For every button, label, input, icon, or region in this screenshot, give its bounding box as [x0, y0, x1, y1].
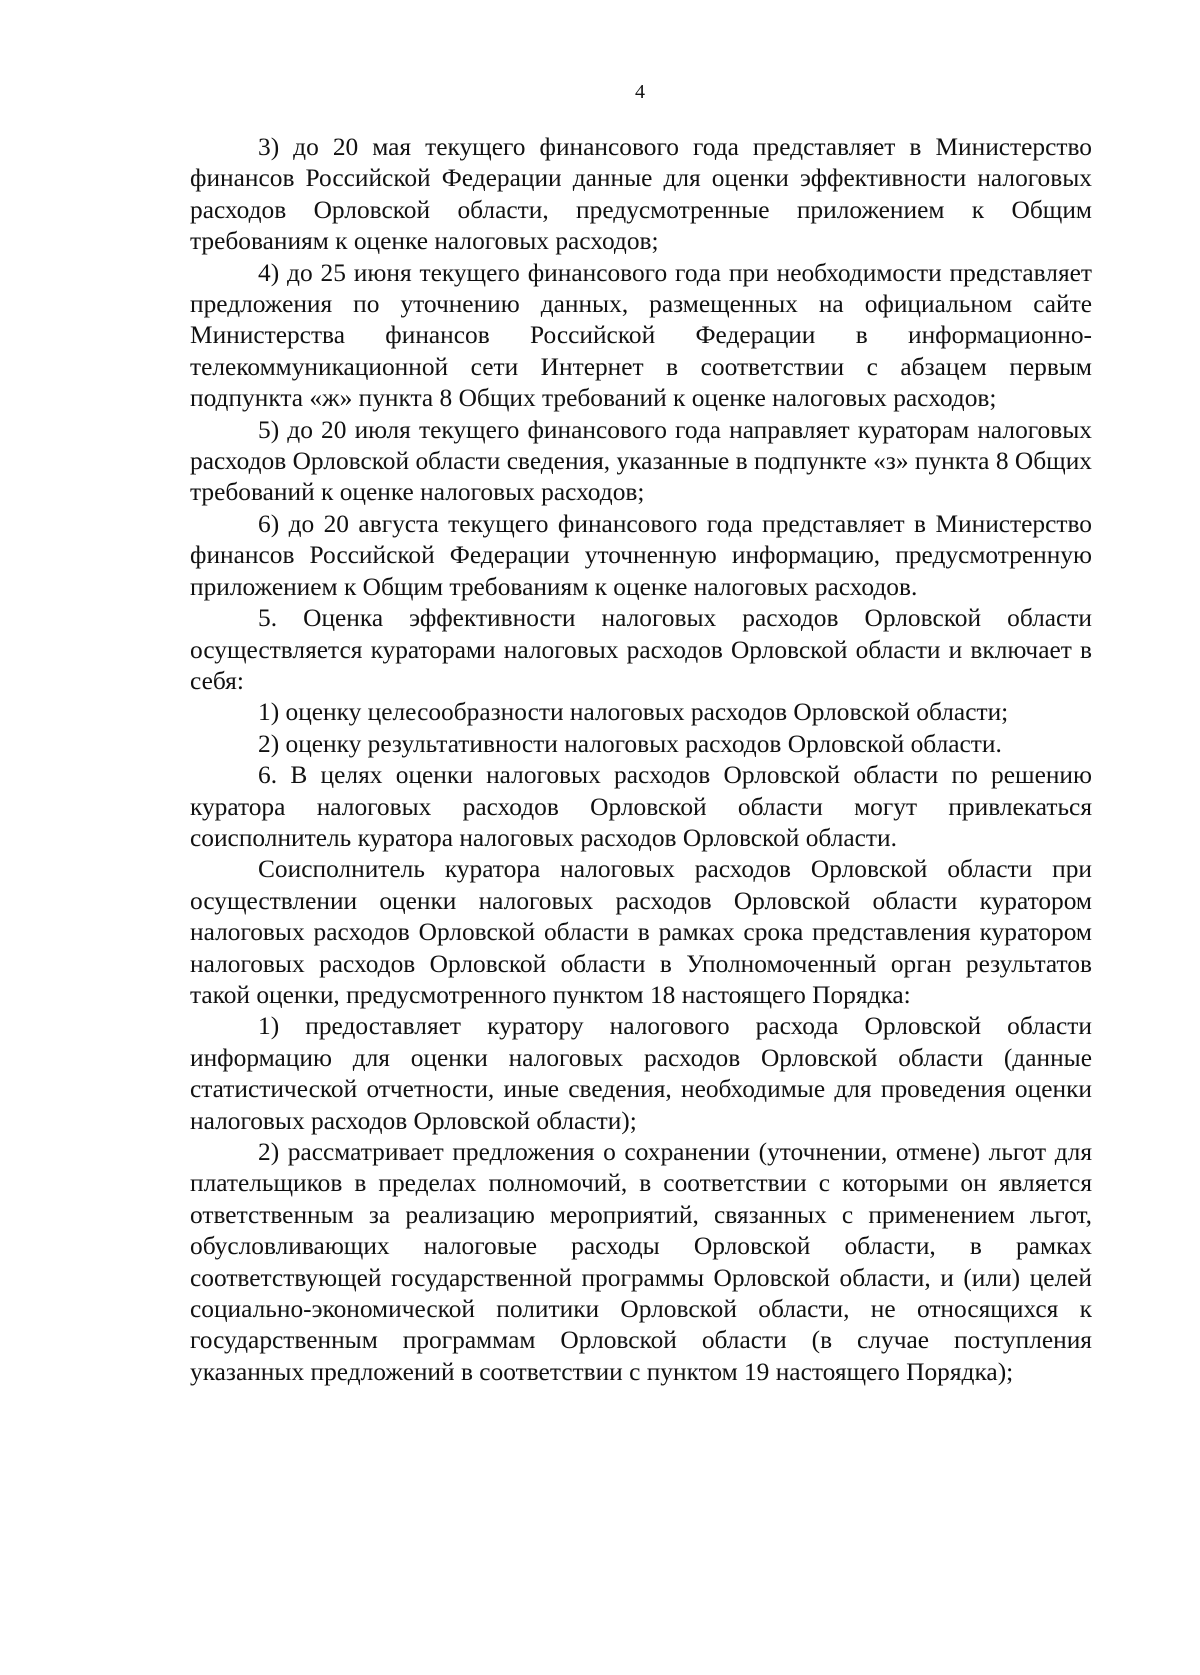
paragraph-item-4-june-25: 4) до 25 июня текущего финансового года при необходимости представляет предложения по уточнению данных, размещенных на официальном сайте Министерства финансов Российской Федерации в информационно-телекоммуникационной сети Интернет в соответствии с абзацем первым подпункта «ж» пункта 8 Общих требований к оценке налоговых расходов;	[190, 258, 1092, 413]
paragraph-section-5-item-2: 2) оценку результативности налоговых расходов Орловской области.	[258, 729, 1002, 758]
paragraph-item-6-august-20: 6) до 20 августа текущего финансового года представляет в Министерство финансов Российской Федерации уточненную информацию, предусмотренную приложением к Общим требованиям к оценке налоговых расходов.	[190, 509, 1092, 601]
paragraph-co-executor-item-2: 2) рассматривает предложения о сохранении (уточнении, отмене) льгот для плательщиков в пределах полномочий, в соответствии с которыми он является ответственным за реализацию мероприятий, связанных с применением льгот, обусловливающих налоговые расходы Орловской области, в рамках соответствующей государственной программы Орловской области, и (или) целей социально-экономической политики Орловской области, не относящихся к государственным программам Орловской области (в случае поступления указанных предложений в соответствии с пунктом 19 настоящего Порядка);	[190, 1138, 1092, 1386]
paragraph-section-6: 6. В целях оценки налоговых расходов Орловской области по решению куратора налоговых расходов Орловской области могут привлекаться соисполнитель куратора налоговых расходов Орловской области.	[190, 761, 1092, 852]
page-number: 4	[635, 81, 645, 103]
paragraph-item-5-july-20: 5) до 20 июля текущего финансового года направляет кураторам налоговых расходов Орловской области сведения, указанные в подпункте «з» пункта 8 Общих требований к оценке налоговых расходов;	[190, 415, 1092, 507]
paragraph-section-5-item-1: 1) оценку целесообразности налоговых расходов Орловской области;	[258, 698, 1009, 727]
paragraph-co-executor: Соисполнитель куратора налоговых расходов Орловской области при осуществлении оценки налоговых расходов Орловской области куратором налоговых расходов Орловской области в рамках срока представления куратором налоговых расходов Орловской области в Уполномоченный орган результатов такой оценки, предусмотренного пунктом 18 настоящего Порядка:	[190, 855, 1092, 1009]
document-body	[190, 132, 1092, 1388]
paragraph-item-3-may-20: 3) до 20 мая текущего финансового года представляет в Министерство финансов Российской Федерации данные для оценки эффективности налоговых расходов Орловской области, предусмотренные приложением к Общим требованиям к оценке налоговых расходов;	[190, 133, 1092, 256]
paragraph-section-5: 5. Оценка эффективности налоговых расходов Орловской области осуществляется кураторами налоговых расходов Орловской области и включает в себя:	[190, 604, 1092, 695]
paragraph-co-executor-item-1: 1) предоставляет куратору налогового расхода Орловской области информацию для оценки налоговых расходов Орловской области (данные статистической отчетности, иные сведения, необходимые для проведения оценки налоговых расходов Орловской области);	[190, 1012, 1092, 1135]
